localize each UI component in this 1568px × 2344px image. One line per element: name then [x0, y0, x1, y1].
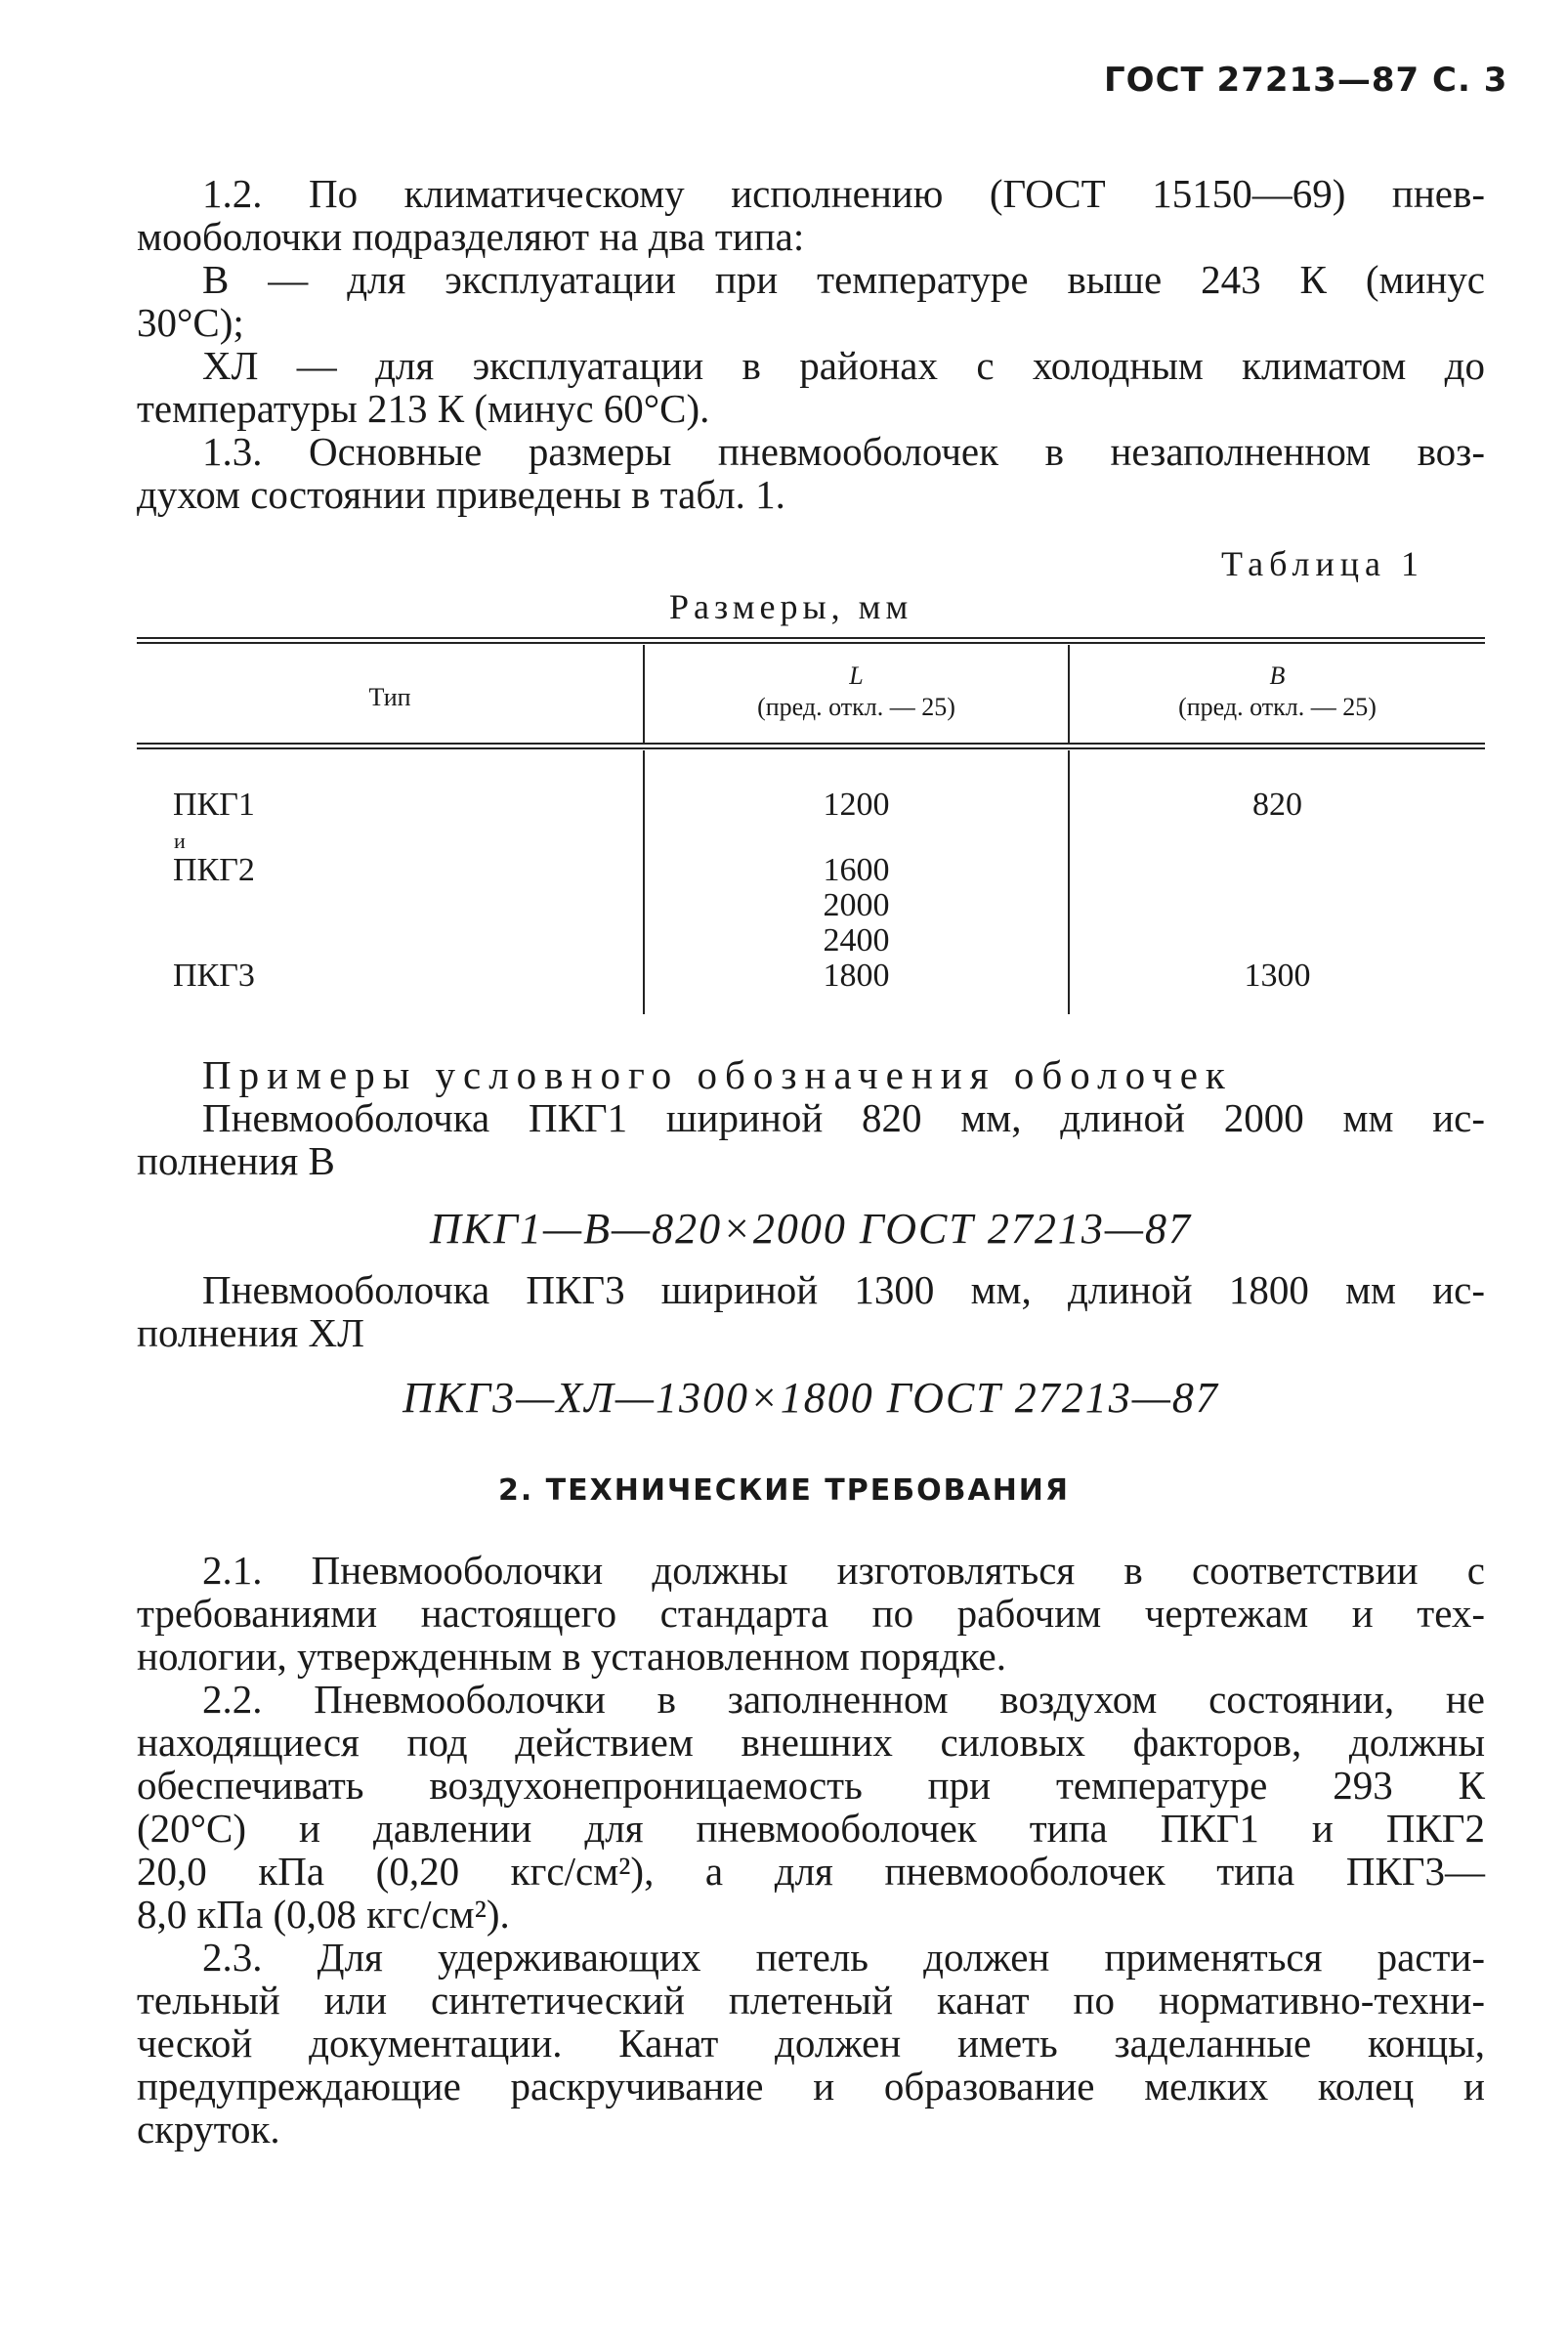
page-header: ГОСТ 27213—87 С. 3 [1104, 61, 1508, 100]
table-top-rule-2 [137, 642, 1485, 644]
para-2-1-line-2: требованиями настоящего стандарта по рабочим чертежам и тех- [137, 1591, 1485, 1636]
table-cell-l-1800: 1800 [823, 958, 890, 994]
para-hl-line-2: температуры 213 К (минус 60°С). [137, 386, 710, 431]
example-1-line-1: Пневмооболочка ПКГ1 шириной 820 мм, длиной 2000 мм ис- [202, 1095, 1485, 1140]
examples-title: Примеры условного обозначения оболочек [202, 1052, 1233, 1097]
para-2-3-line-2: тельный или синтетический плетеный канат по нормативно-техни- [137, 1978, 1485, 2023]
section-2-title: 2. ТЕХНИЧЕСКИЕ ТРЕБОВАНИЯ [497, 1473, 1071, 1508]
para-2-2-line-3: обеспечивать воздухонепроницаемость при температуре 293 К [137, 1763, 1485, 1808]
table-cell-type-pkg2: ПКГ2 [173, 852, 255, 888]
table-header-b-tolerance: (пред. откл. — 25) [1178, 693, 1377, 721]
para-2-2-line-6: 8,0 кПа (0,08 кгс/см²). [137, 1892, 510, 1937]
example-2-line-1: Пневмооболочка ПКГ3 шириной 1300 мм, длиной 1800 мм ис- [202, 1267, 1485, 1312]
para-2-3-line-1: 2.3. Для удерживающих петель должен применяться расти- [202, 1935, 1485, 1980]
para-1-3-line-2: духом состоянии приведены в табл. 1. [137, 472, 785, 517]
table-caption: Таблица 1 [1221, 544, 1424, 583]
table-cell-l-1600: 1600 [823, 852, 890, 888]
table-header-l: L [849, 661, 864, 690]
table-cell-l-1200: 1200 [823, 787, 890, 823]
para-1-2-line-2: мооболочки подразделяют на два типа: [137, 214, 805, 259]
table-cell-b-1300: 1300 [1244, 958, 1311, 994]
table-units: Размеры, мм [669, 587, 913, 626]
para-1-3-line-1: 1.3. Основные размеры пневмооболочек в незаполненном воз- [202, 429, 1485, 474]
table-cell-type-pkg1: ПКГ1 [173, 787, 255, 823]
para-b-line-1: В — для эксплуатации при температуре выше 243 К (минус [202, 257, 1485, 302]
table-cell-b-820: 820 [1252, 787, 1302, 823]
para-2-1-line-1: 2.1. Пневмооболочки должны изготовляться в соответствии с [202, 1548, 1485, 1593]
designation-formula-2: ПКГ3—ХЛ—1300×1800 ГОСТ 27213—87 [403, 1374, 1219, 1422]
para-2-2-line-2: находящиеся под действием внешних силовых факторов, должны [137, 1720, 1485, 1765]
table-cell-l-2400: 2400 [823, 922, 890, 959]
example-1-line-2: полнения В [137, 1138, 335, 1183]
para-2-3-line-3: ческой документации. Канат должен иметь заделанные концы, [137, 2021, 1485, 2066]
para-1-2-line-1: 1.2. По климатическому исполнению (ГОСТ 15150—69) пнев- [202, 171, 1485, 216]
designation-formula-1: ПКГ1—В—820×2000 ГОСТ 27213—87 [429, 1205, 1192, 1253]
table-header-rule-2 [137, 747, 1485, 749]
example-2-line-2: полнения ХЛ [137, 1310, 364, 1355]
para-hl-line-1: ХЛ — для эксплуатации в районах с холодным климатом до [202, 343, 1485, 388]
table-cell-type-pkg3: ПКГ3 [173, 958, 255, 994]
para-2-2-line-4: (20°С) и давлении для пневмооболочек типа ПКГ1 и ПКГ2 [137, 1806, 1485, 1851]
para-2-3-line-5: скруток. [137, 2107, 280, 2152]
table-cell-l-2000: 2000 [823, 887, 890, 923]
para-2-3-line-4: предупреждающие раскручивание и образование мелких колец и [137, 2064, 1485, 2109]
table-header-l-tolerance: (пред. откл. — 25) [757, 693, 955, 721]
table-cell-type-and: и [174, 829, 186, 853]
table-header-type: Тип [368, 683, 411, 711]
table-top-rule [137, 637, 1485, 639]
table-header-b: B [1269, 661, 1286, 690]
para-2-1-line-3: нологии, утвержденным в установленном порядке. [137, 1634, 1006, 1679]
para-b-line-2: 30°С); [137, 300, 244, 345]
para-2-2-line-1: 2.2. Пневмооболочки в заполненном воздухом состоянии, не [202, 1677, 1485, 1722]
para-2-2-line-5: 20,0 кПа (0,20 кгс/см²), а для пневмооболочек типа ПКГ3— [137, 1849, 1485, 1894]
table-header-rule [137, 743, 1485, 745]
